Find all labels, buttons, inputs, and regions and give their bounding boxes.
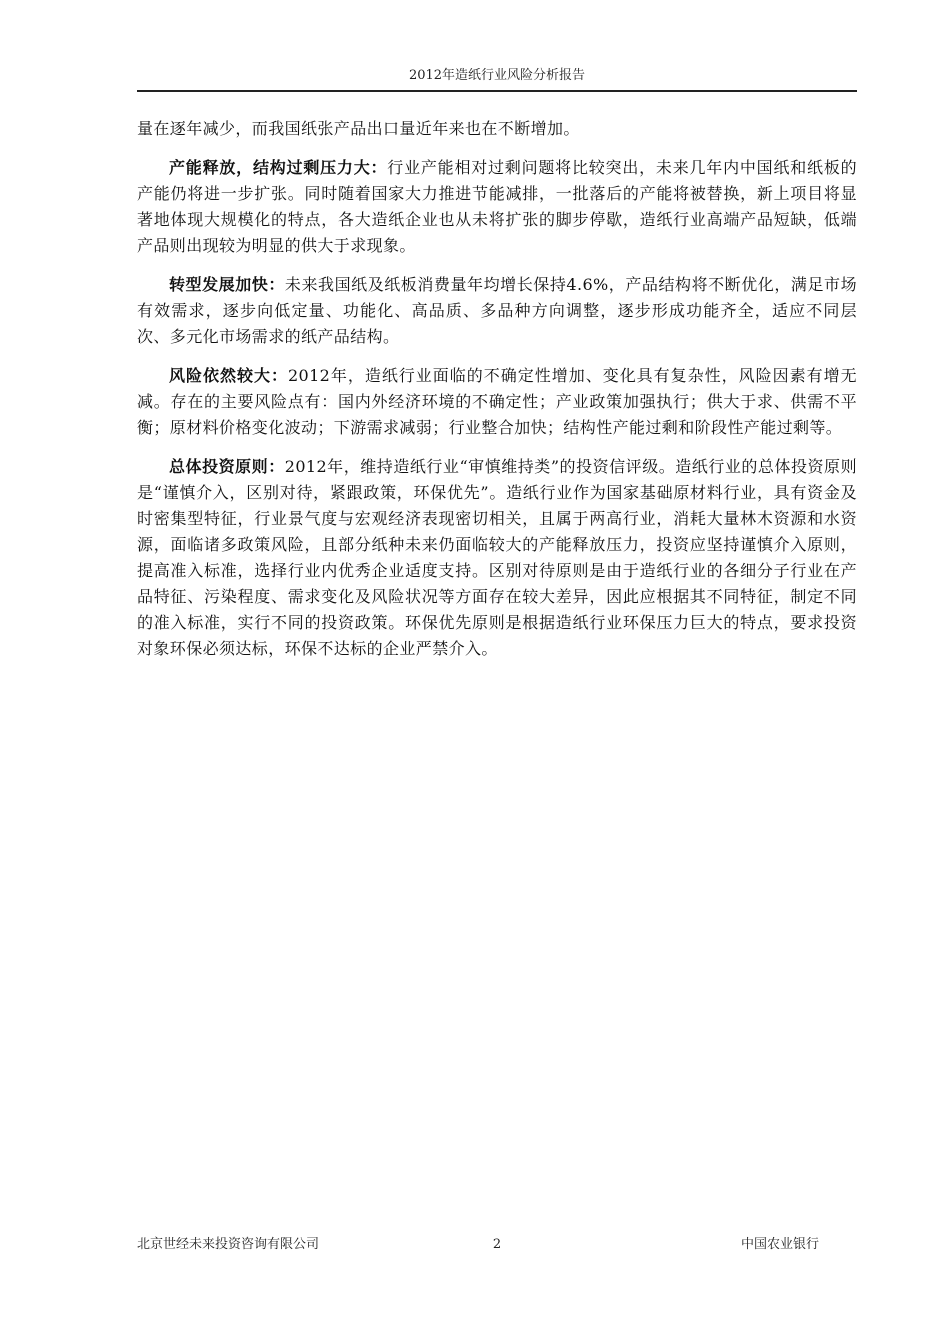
- paragraph-text: 量在逐年减少，而我国纸张产品出口量近年来也在不断增加。: [137, 119, 580, 138]
- page-header: [137, 64, 857, 92]
- paragraph-transformation: [137, 272, 857, 350]
- header-title: 2012年造纸行业风险分析报告: [408, 68, 586, 83]
- paragraph-investment-principles: [137, 454, 857, 662]
- paragraph-lead: 总体投资原则：: [169, 457, 285, 476]
- paragraph-continuation: [137, 116, 857, 142]
- paragraph-lead: 转型发展加快：: [169, 275, 285, 294]
- footer-company: 北京世经未来投资咨询有限公司: [137, 1237, 320, 1252]
- paragraph-lead: 产能释放，结构过剩压力大：: [169, 158, 388, 177]
- paragraph-risk: [137, 363, 857, 441]
- paragraph-text: 2012年，维持造纸行业“审慎维持类”的投资信评级。造纸行业的总体投资原则是“谨慎介入，区别对待，紧跟政策，环保优先”。造纸行业作为国家基础原材料行业，具有资金及时密集型特征，行业景气度与宏观经济表现密切相关，且属于两高行业，消耗大量林木资源和水资源，面临诸多政策风险，且部分纸种未来仍面临较大的产能释放压力，投资应坚持谨慎介入原则，提高准入标准，选择行业内优秀企业适度支持。区别对待原则是由于造纸行业的各细分子行业在产品特征、污染程度、需求变化及风险状况等方面存在较大差异，因此应根据其不同特征，制定不同的准入标准，实行不同的投资政策。环保优先原则是根据造纸行业环保压力巨大的特点，要求投资对象环保必须达标，环保不达标的企业严禁介入。: [137, 457, 857, 658]
- paragraph-lead: 风险依然较大：: [169, 366, 288, 385]
- document-body: [137, 116, 857, 675]
- paragraph-text: 2012年，造纸行业面临的不确定性增加、变化具有复杂性，风险因素有增无减。存在的主要风险点有：国内外经济环境的不确定性；产业政策加强执行；供大于求、供需不平衡；原材料价格变化波动；下游需求减弱；行业整合加快；结构性产能过剩和阶段性产能过剩等。: [137, 366, 857, 437]
- footer-page-number: 2: [492, 1237, 502, 1252]
- paragraph-text: 未来我国纸及纸板消费量年均增长保持4.6%，产品结构将不断优化，满足市场有效需求，逐步向低定量、功能化、高品质、多品种方向调整，逐步形成功能齐全，适应不同层次、多元化市场需求的纸产品结构。: [137, 275, 857, 346]
- page-footer: [137, 1234, 857, 1256]
- paragraph-text: 行业产能相对过剩问题将比较突出，未来几年内中国纸和纸板的产能仍将进一步扩张。同时随着国家大力推进节能减排，一批落后的产能将被替换，新上项目将显著地体现大规模化的特点，各大造纸企业也从未将扩张的脚步停歇，造纸行业高端产品短缺，低端产品则出现较为明显的供大于求现象。: [137, 158, 858, 255]
- paragraph-capacity-release: [137, 155, 857, 259]
- footer-bank: 中国农业银行: [740, 1237, 819, 1252]
